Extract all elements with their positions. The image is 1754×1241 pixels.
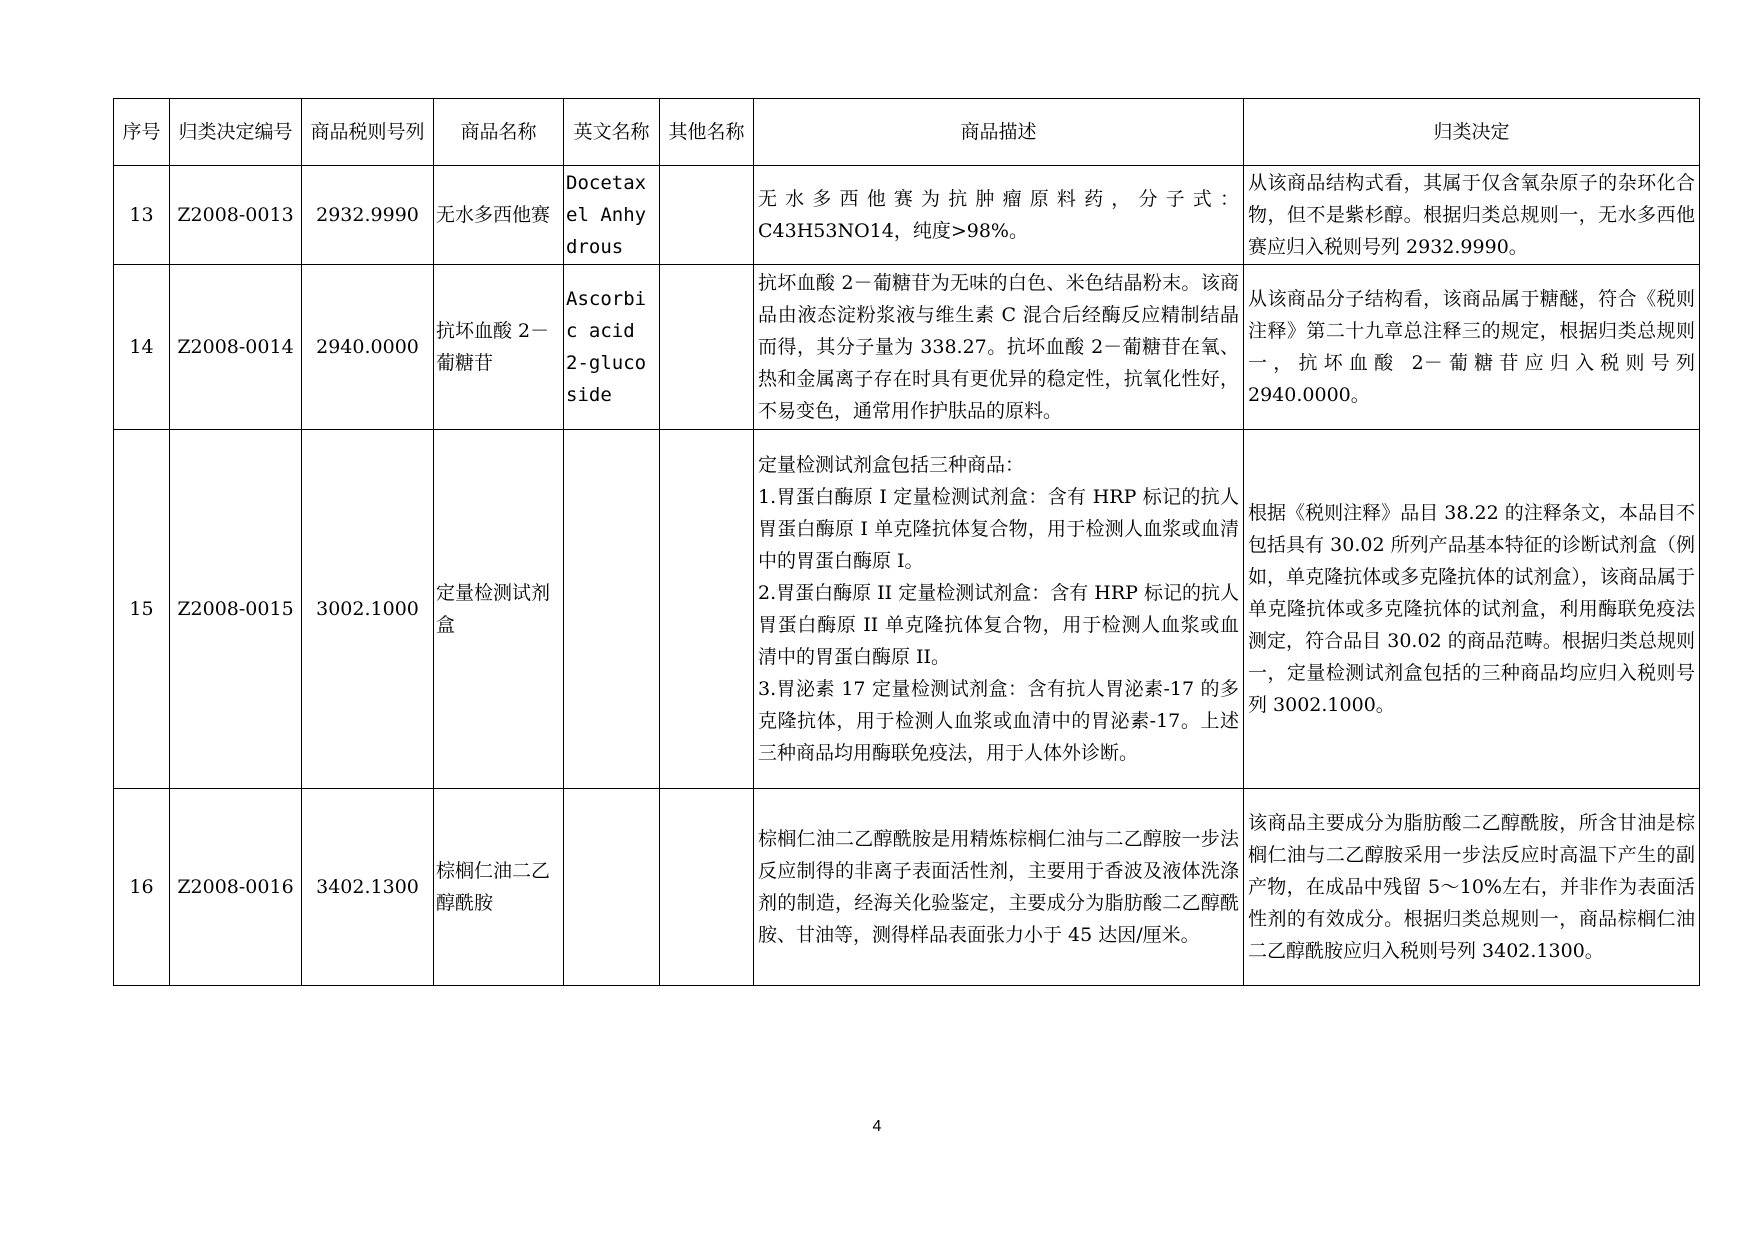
cell-name: 棕榈仁油二乙醇酰胺 [434, 789, 564, 986]
cell-other-name [660, 166, 754, 265]
cell-decision-no: Z2008-0015 [170, 430, 302, 789]
table-row [114, 265, 1700, 430]
cell-other-name [660, 265, 754, 430]
cell-seq: 14 [114, 265, 170, 430]
header-decision-no: 归类决定编号 [170, 99, 302, 166]
page-number: 4 [872, 1118, 882, 1135]
table-row [114, 430, 1700, 789]
classification-table [113, 98, 1700, 986]
description-paragraph: 无水多西他赛为抗肿瘤原料药，分子式：C43H53NO14，纯度>98%。 [758, 188, 1239, 242]
description-paragraph: 3.胃泌素 17 定量检测试剂盒：含有抗人胃泌素-17 的多克隆抗体，用于检测人血浆或血清中的胃泌素-17。上述三种商品均用酶联免疫法，用于人体外诊断。 [758, 678, 1239, 764]
cell-decision-no: Z2008-0016 [170, 789, 302, 986]
cell-decision: 从该商品分子结构看，该商品属于糖醚，符合《税则注释》第二十九章总注释三的规定，根据归类总规则一，抗坏血酸 2－葡糖苷应归入税则号列 2940.0000。 [1244, 265, 1700, 430]
cell-decision: 该商品主要成分为脂肪酸二乙醇酰胺，所含甘油是棕榈仁油与二乙醇胺采用一步法反应时高温下产生的副产物，在成品中残留 5～10%左右，并非作为表面活性剂的有效成分。根据归类总规则一，商品棕榈仁油二乙醇酰胺应归入税则号列 3402.1300。 [1244, 789, 1700, 986]
cell-tariff-code: 2932.9990 [302, 166, 434, 265]
description-paragraph: 抗坏血酸 2－葡糖苷为无味的白色、米色结晶粉末。该商品由液态淀粉浆液与维生素 C 混合后经酶反应精制结晶而得，其分子量为 338.27。抗坏血酸 2－葡糖苷在氧、热和金属离子存在时具有更优异的稳定性，抗氧化性好，不易变色，通常用作护肤品的原料。 [758, 272, 1239, 422]
header-row [114, 99, 1700, 166]
cell-seq: 13 [114, 166, 170, 265]
header-english-name: 英文名称 [564, 99, 660, 166]
table-row [114, 789, 1700, 986]
table-row [114, 166, 1700, 265]
cell-decision-no: Z2008-0014 [170, 265, 302, 430]
cell-other-name [660, 430, 754, 789]
cell-decision: 从该商品结构式看，其属于仅含氧杂原子的杂环化合物，但不是紫杉醇。根据归类总规则一，无水多西他赛应归入税则号列 2932.9990。 [1244, 166, 1700, 265]
description-paragraph: 1.胃蛋白酶原 I 定量检测试剂盒：含有 HRP 标记的抗人胃蛋白酶原 I 单克隆抗体复合物，用于检测人血浆或血清中的胃蛋白酶原 I。 [758, 486, 1239, 572]
header-other-name: 其他名称 [660, 99, 754, 166]
cell-english-name [564, 430, 660, 789]
cell-tariff-code: 3002.1000 [302, 430, 434, 789]
header-description: 商品描述 [754, 99, 1244, 166]
cell-name: 抗坏血酸 2－葡糖苷 [434, 265, 564, 430]
cell-seq: 16 [114, 789, 170, 986]
cell-english-name: Ascorbic acid 2-glucoside [564, 265, 660, 430]
header-name: 商品名称 [434, 99, 564, 166]
cell-name: 无水多西他赛 [434, 166, 564, 265]
header-tariff-code: 商品税则号列 [302, 99, 434, 166]
cell-english-name [564, 789, 660, 986]
cell-name: 定量检测试剂盒 [434, 430, 564, 789]
header-decision: 归类决定 [1244, 99, 1700, 166]
cell-description [754, 265, 1244, 430]
cell-decision-no: Z2008-0013 [170, 166, 302, 265]
cell-tariff-code: 2940.0000 [302, 265, 434, 430]
cell-tariff-code: 3402.1300 [302, 789, 434, 986]
cell-english-name: Docetaxel Anhydrous [564, 166, 660, 265]
description-paragraph: 棕榈仁油二乙醇酰胺是用精炼棕榈仁油与二乙醇胺一步法反应制得的非离子表面活性剂，主要用于香波及液体洗涤剂的制造，经海关化验鉴定，主要成分为脂肪酸二乙醇酰胺、甘油等，测得样品表面张力小于 45 达因/厘米。 [758, 828, 1239, 946]
description-paragraph: 2.胃蛋白酶原 II 定量检测试剂盒：含有 HRP 标记的抗人胃蛋白酶原 II 单克隆抗体复合物，用于检测人血浆或血清中的胃蛋白酶原 II。 [758, 582, 1239, 668]
cell-description [754, 166, 1244, 265]
cell-seq: 15 [114, 430, 170, 789]
cell-decision: 根据《税则注释》品目 38.22 的注释条文，本品目不包括具有 30.02 所列产品基本特征的诊断试剂盒（例如，单克隆抗体或多克隆抗体的试剂盒），该商品属于单克隆抗体或多克隆抗体的试剂盒，利用酶联免疫法测定，符合品目 30.02 的商品范畴。根据归类总规则一，定量检测试剂盒包括的三种商品均应归入税则号列 3002.1000。 [1244, 430, 1700, 789]
cell-description [754, 789, 1244, 986]
header-seq: 序号 [114, 99, 170, 166]
description-paragraph: 定量检测试剂盒包括三种商品： [758, 454, 1025, 476]
cell-description [754, 430, 1244, 789]
cell-other-name [660, 789, 754, 986]
